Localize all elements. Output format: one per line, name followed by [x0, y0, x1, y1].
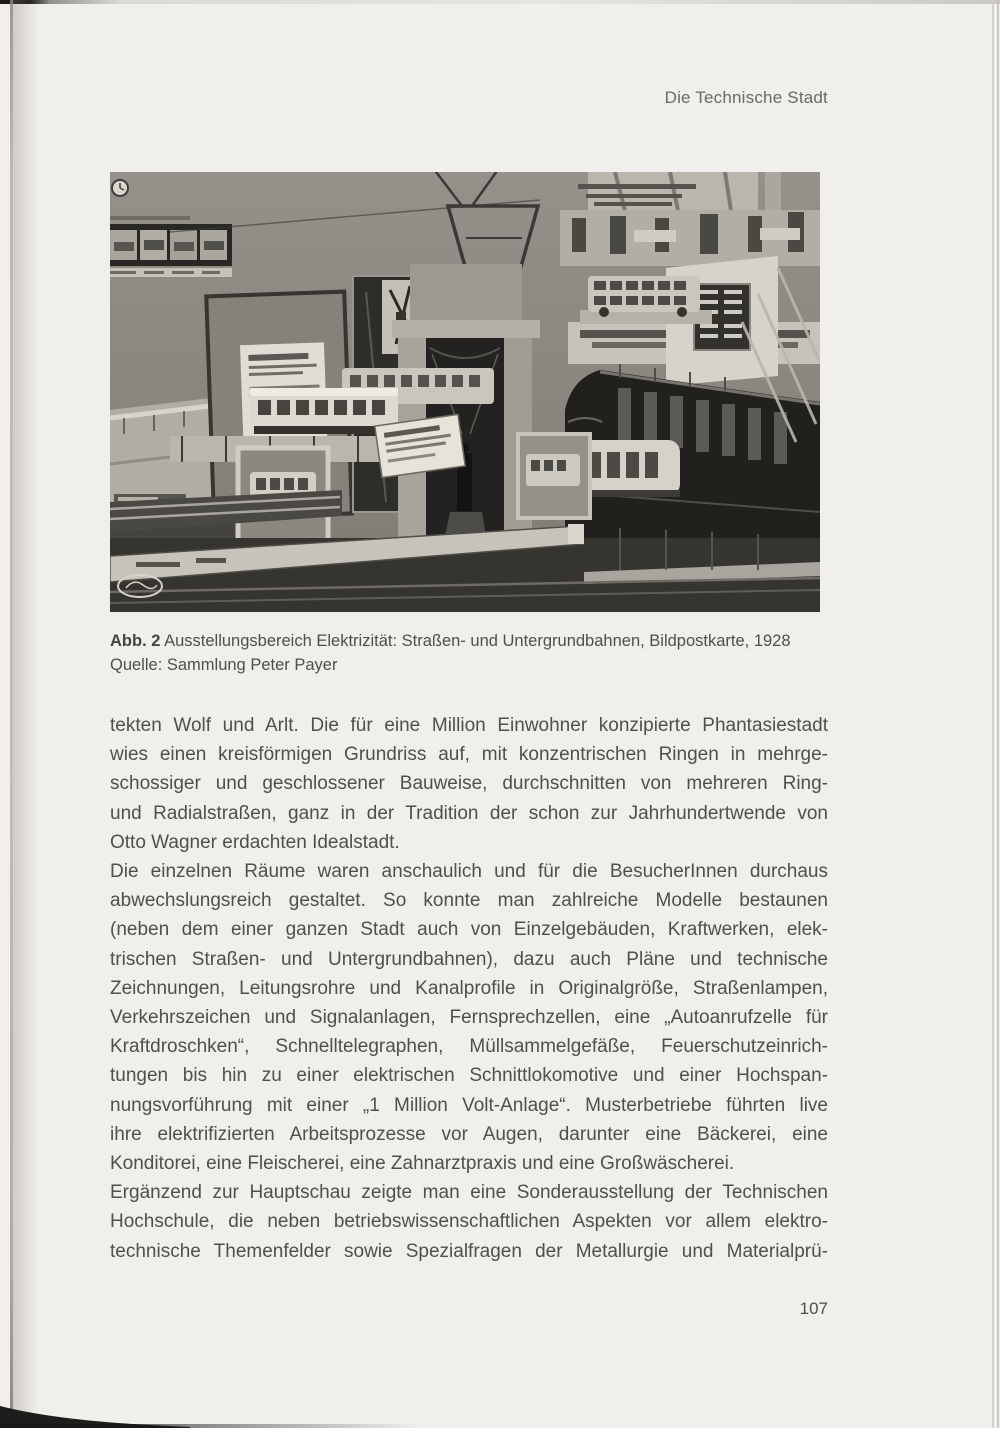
scan-edge-right	[992, 0, 994, 1428]
running-header: Die Technische Stadt	[664, 88, 828, 107]
caption-text: Ausstellungsbereich Elektrizität: Straßen- und Untergrundbahnen, Bildpostkarte, 1928	[160, 632, 791, 650]
scan-gutter-shadow	[13, 0, 39, 1428]
body-text-line: tungen bis hin zu einer elektrischen Schnittlokomotive und einer Hochspan-	[110, 1065, 828, 1087]
body-text-line: technische Themenfelder sowie Spezialfragen der Metallurgie und Materialprü-	[110, 1240, 828, 1262]
body-text-line: ihre elektrifizierten Arbeitsprozesse vor Augen, darunter eine Bäckerei, eine	[110, 1123, 828, 1145]
body-text-line: Hochschule, die neben betriebswissenschaftlichen Aspekten vor allem elektro-	[110, 1211, 828, 1233]
body-text-line: und Radialstraßen, ganz in der Tradition der schon zur Jahrhundertwende von	[110, 802, 828, 824]
body-text-line: Zeichnungen, Leitungsrohre und Kanalprofile in Originalgröße, Straßenlampen,	[110, 977, 828, 999]
photo-placard	[375, 414, 465, 477]
body-text-line: abwechslungsreich gestaltet. So konnte man zahlreiche Modelle bestaunen	[110, 890, 828, 912]
exhibition-photo	[110, 172, 820, 612]
caption-line-1	[110, 629, 828, 653]
caption-label: Abb. 2	[110, 632, 161, 650]
scan-edge-top	[0, 0, 1000, 4]
body-text-line: Verkehrszeichen und Signalanlagen, Fernsprechzellen, eine „Autoanrufzelle für	[110, 1007, 828, 1029]
body-text-line: schossiger und geschlossener Bauweise, durchschnitten von mehreren Ring-	[110, 773, 828, 795]
body-text-line: tekten Wolf und Arlt. Die für eine Million Einwohner konzipierte Phantasiestadt	[110, 715, 828, 736]
body-text-line: (neben dem einer ganzen Stadt auch von Einzelgebäuden, Kraftwerken, elek-	[110, 919, 828, 941]
caption-source: Quelle: Sammlung Peter Payer	[110, 656, 338, 674]
body-text-line: trischen Straßen- und Untergrundbahnen), dazu auch Pläne und technische	[110, 948, 828, 970]
body-text-line: Otto Wagner erdachten Idealstadt.	[110, 831, 400, 853]
photo-bus-model	[580, 276, 712, 324]
body-text-line: Konditorei, eine Fleischerei, eine Zahnarztpraxis und eine Großwäscherei.	[110, 1153, 735, 1175]
page-number: 107	[799, 1299, 828, 1318]
body-text-line: wies einen kreisförmigen Grundriss auf, mit konzentrischen Ringen in mehrge-	[110, 744, 828, 766]
body-text-line: nungsvorführung mit einer „1 Million Volt-Anlage“. Musterbetriebe führten live	[110, 1094, 828, 1116]
body-text-line: Die einzelnen Räume waren anschaulich und für die BesucherInnen durchaus	[110, 861, 828, 883]
figure-caption	[110, 629, 828, 677]
body-text-line: Ergänzend zur Hauptschau zeigte man eine Sonderausstellung der Technischen	[110, 1182, 828, 1204]
body-text	[110, 711, 828, 1266]
scan-edge-bottom	[0, 1424, 420, 1428]
photo-clock	[112, 180, 128, 196]
figure-photo	[110, 172, 820, 612]
scan-edge-right-outer	[997, 0, 999, 1428]
body-text-line: Kraftdroschken“, Schnelltelegraphen, Müllsammelgefäße, Feuerschutzeinrich-	[110, 1036, 828, 1058]
